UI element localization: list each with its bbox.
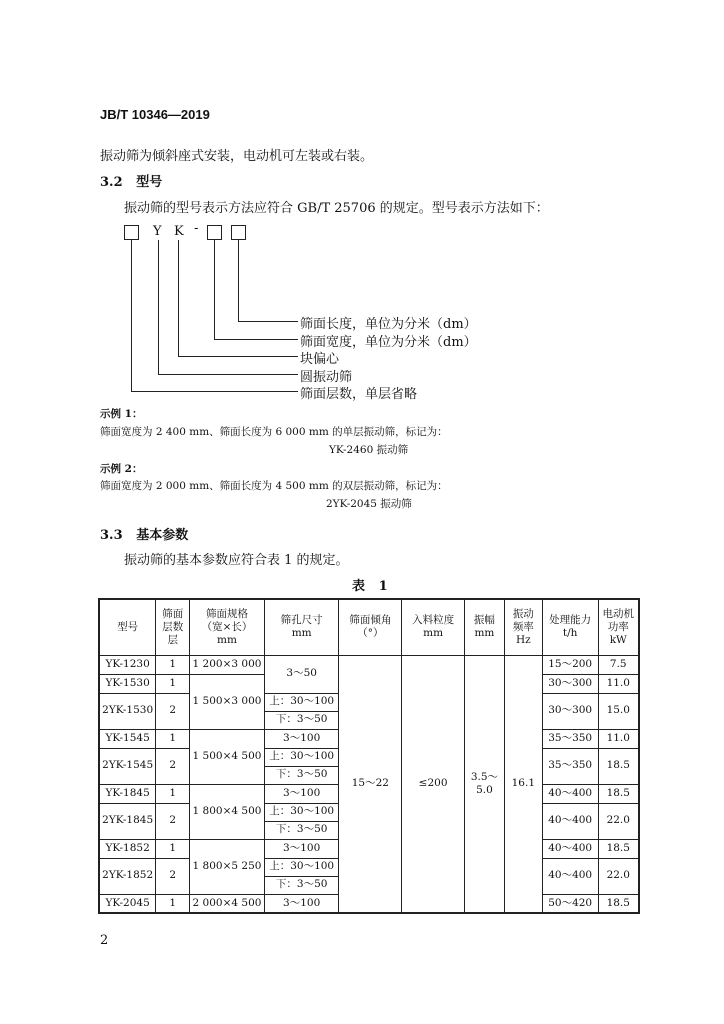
table-cell: 22.0 [598, 858, 639, 894]
table-cell: 40～400 [542, 839, 598, 858]
col-power: 电动机 功率 kW [598, 599, 639, 655]
col-amp: 振幅 mm [464, 599, 504, 655]
table-cell: 30～300 [542, 693, 598, 729]
table-cell: 上：30～100 [264, 803, 339, 821]
col-model: 型号 [99, 599, 156, 655]
table-cell: 18.5 [598, 784, 639, 803]
table-cell: 2 [156, 748, 190, 784]
table-cell: 15.0 [598, 693, 639, 729]
col-freq: 振动 频率 Hz [504, 599, 542, 655]
page-number: 2 [100, 933, 109, 948]
table-cell: 1 [156, 784, 190, 803]
section-3-3-heading [100, 524, 188, 543]
table-header-row [99, 599, 639, 655]
table-cell: YK-1852 [99, 839, 156, 858]
merged-feed: ≤200 [402, 655, 465, 913]
table-cell: 2YK-1545 [99, 748, 156, 784]
table-cell: 下：3～50 [264, 821, 339, 839]
col-capacity: 处理能力 t/h [542, 599, 598, 655]
width-box [207, 225, 222, 240]
table-cell: 1 200×3 000 [190, 655, 265, 674]
label-width: 筛面宽度，单位为分米（dm） [300, 335, 477, 350]
col-feed: 入料粒度 mm [402, 599, 465, 655]
label-layers: 筛面层数，单层省略 [300, 387, 418, 402]
table-cell: 上：30～100 [264, 858, 339, 876]
section-title: 型号 [136, 175, 163, 190]
table-cell: 18.5 [598, 839, 639, 858]
table-cell: 35～350 [542, 748, 598, 784]
table-cell: 2 [156, 803, 190, 839]
table-cell: YK-1530 [99, 674, 156, 693]
table-cell: YK-1545 [99, 729, 156, 748]
section-title: 基本参数 [136, 528, 189, 543]
table-cell: 1 [156, 674, 190, 693]
table-cell: 11.0 [598, 729, 639, 748]
table-cell: 2YK-1852 [99, 858, 156, 894]
table-cell: 2 [156, 858, 190, 894]
table-cell: 1 500×4 500 [190, 729, 265, 784]
layer-count-box [124, 225, 139, 240]
table-cell: 11.0 [598, 674, 639, 693]
table-cell: 1 800×4 500 [190, 784, 265, 839]
table-cell: YK-1230 [99, 655, 156, 674]
table-cell: 1 800×5 250 [190, 839, 265, 894]
table-cell: 40～400 [542, 784, 598, 803]
table-cell: 1 [156, 655, 190, 674]
table-cell: 7.5 [598, 655, 639, 674]
table-cell: 30～300 [542, 674, 598, 693]
col-layers: 筛面 层数 层 [156, 599, 190, 655]
table-cell: 1 [156, 839, 190, 858]
table-cell: 3～50 [264, 655, 339, 693]
dash: - [194, 221, 199, 236]
label-eccentric: 块偏心 [300, 352, 340, 367]
length-box [231, 225, 246, 240]
table-cell: 3～100 [264, 894, 339, 913]
table-cell: 40～400 [542, 803, 598, 839]
example-1-text: 筛面宽度为 2 400 mm、筛面长度为 6 000 mm 的单层振动筛，标记为： [100, 426, 448, 438]
section-3-3-body: 振动筛的基本参数应符合表 1 的规定。 [124, 553, 349, 568]
table-cell: 50～420 [542, 894, 598, 913]
example-1-mark: YK-2460 振动筛 [329, 444, 409, 456]
parameters-table [98, 598, 640, 914]
table-cell: 40～400 [542, 858, 598, 894]
example-2-text: 筛面宽度为 2 000 mm、筛面长度为 4 500 mm 的双层振动筛，标记为： [100, 480, 448, 492]
merged-frequency: 16.1 [504, 655, 542, 913]
table-cell: 1 [156, 894, 190, 913]
section-3-2-heading [100, 171, 162, 190]
table-cell: 下：3～50 [264, 766, 339, 784]
table-cell: 18.5 [598, 748, 639, 784]
section-number: 3.3 [100, 528, 123, 543]
table-cell: 1 [156, 729, 190, 748]
example-1-title: 示例 1： [100, 408, 143, 420]
section-3-2-body: 振动筛的型号表示方法应符合 GB/T 25706 的规定。型号表示方法如下： [124, 201, 549, 216]
table-cell: 3～100 [264, 784, 339, 803]
table-cell: 35～350 [542, 729, 598, 748]
example-2-mark: 2YK-2045 振动筛 [326, 498, 412, 510]
table-cell: YK-2045 [99, 894, 156, 913]
label-circular: 圆振动筛 [300, 370, 353, 385]
intro-line: 振动筛为倾斜座式安装，电动机可左装或右装。 [100, 149, 374, 164]
table-cell: YK-1845 [99, 784, 156, 803]
standard-code: JB/T 10346—2019 [100, 107, 210, 122]
table-cell: 15～200 [542, 655, 598, 674]
table-caption: 表 1 [352, 579, 388, 594]
table-cell: 2 000×4 500 [190, 894, 265, 913]
table-row [99, 655, 639, 674]
example-2-title: 示例 2： [100, 463, 143, 475]
table-cell: 2YK-1845 [99, 803, 156, 839]
table-cell: 3～100 [264, 839, 339, 858]
section-number: 3.2 [100, 175, 123, 190]
table-cell: 18.5 [598, 894, 639, 913]
table-cell: 下：3～50 [264, 711, 339, 729]
merged-angle: 15～22 [339, 655, 402, 913]
table-cell: 2 [156, 693, 190, 729]
table-cell: 3～100 [264, 729, 339, 748]
col-spec: 筛面规格 （宽×长） mm [190, 599, 265, 655]
table-cell: 上：30～100 [264, 693, 339, 711]
letter-y: Y [153, 224, 162, 239]
table-cell: 上：30～100 [264, 748, 339, 766]
table-cell: 1 500×3 000 [190, 674, 265, 729]
col-hole: 筛孔尺寸 mm [264, 599, 339, 655]
table-cell: 22.0 [598, 803, 639, 839]
merged-amplitude: 3.5～ 5.0 [464, 655, 504, 913]
col-angle: 筛面倾角 （°） [339, 599, 402, 655]
label-length: 筛面长度，单位为分米（dm） [300, 317, 477, 332]
table-cell: 2YK-1530 [99, 693, 156, 729]
table-cell: 下：3～50 [264, 876, 339, 894]
letter-k: K [174, 224, 184, 239]
